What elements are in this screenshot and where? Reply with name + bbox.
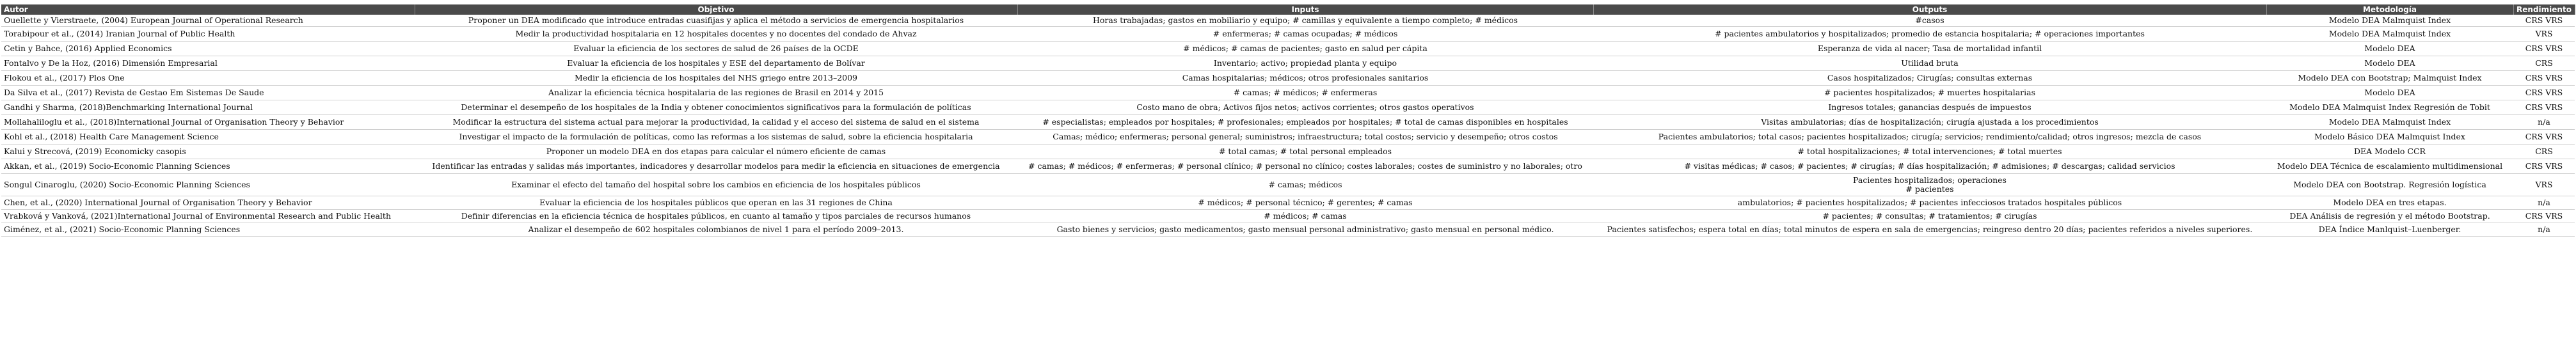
cell-rendimiento: CRS VRS — [2513, 86, 2575, 100]
cell-outputs: Visitas ambulatorias; días de hospitalización; cirugía ajustada a los procedimientos — [1593, 115, 2266, 130]
cell-objetivo: Proponer un modelo DEA en dos etapas para calcular el número eficiente de camas — [415, 145, 1017, 159]
table-row — [1, 223, 2575, 237]
cell-inputs: Horas trabajadas; gastos en mobiliario y equipo; # camillas y equivalente a tiempo completo; # médicos — [1017, 15, 1593, 27]
cell-metodologia: Modelo DEA en tres etapas. — [2266, 196, 2513, 210]
cell-objetivo: Investigar el impacto de la formulación de políticas, como las reformas a los sistemas de salud, sobre la eficiencia hospitalaria — [415, 130, 1017, 145]
cell-metodologia: Modelo DEA Malmquist Index Regresión de Tobit — [2266, 100, 2513, 115]
cell-rendimiento: CRS VRS — [2513, 42, 2575, 56]
cell-outputs: ambulatorios; # pacientes hospitalizados; # pacientes infecciosos tratados hospitales públicos — [1593, 196, 2266, 210]
cell-objetivo: Identificar las entradas y salidas más importantes, indicadores y desarrollar modelos para medir la eficiencia en situaciones de emergencia — [415, 159, 1017, 174]
cell-metodologia: Modelo DEA Malmquist Index — [2266, 15, 2513, 27]
cell-objetivo: Evaluar la eficiencia de los sectores de salud de 26 países de la OCDE — [415, 42, 1017, 56]
cell-outputs: # visitas médicas; # casos; # pacientes; # cirugías; # días hospitalización; # admisiones; # descargas; calidad servicios — [1593, 159, 2266, 174]
cell-autor: Kohl et al., (2018) Health Care Management Science — [1, 130, 415, 145]
cell-autor: Mollahaliloglu et al., (2018)International Journal of Organisation Theory y Behavior — [1, 115, 415, 130]
table-row — [1, 115, 2575, 130]
table-row — [1, 27, 2575, 42]
cell-autor: Fontalvo y De la Hoz, (2016) Dimensión Empresarial — [1, 56, 415, 71]
cell-outputs: # pacientes hospitalizados; # muertes hospitalarias — [1593, 86, 2266, 100]
cell-metodologia: DEA Índice Manlquist–Luenberger. — [2266, 223, 2513, 237]
cell-metodologia: Modelo DEA — [2266, 86, 2513, 100]
table-row — [1, 130, 2575, 145]
cell-rendimiento: CRS VRS — [2513, 210, 2575, 223]
cell-objetivo: Analizar la eficiencia técnica hospitalaria de las regiones de Brasil en 2014 y 2015 — [415, 86, 1017, 100]
table-body — [1, 15, 2575, 237]
cell-outputs: Esperanza de vida al nacer; Tasa de mortalidad infantil — [1593, 42, 2266, 56]
cell-inputs: # camas; médicos — [1017, 174, 1593, 196]
table-row — [1, 210, 2575, 223]
table-row — [1, 145, 2575, 159]
cell-inputs: # médicos; # personal técnico; # gerentes; # camas — [1017, 196, 1593, 210]
table-row — [1, 56, 2575, 71]
cell-objetivo: Examinar el efecto del tamaño del hospital sobre los cambios en eficiencia de los hospitales públicos — [415, 174, 1017, 196]
cell-rendimiento: CRS VRS — [2513, 15, 2575, 27]
cell-metodologia: Modelo DEA Malmquist Index — [2266, 27, 2513, 42]
table-header — [1, 4, 2575, 15]
table-row — [1, 71, 2575, 86]
literature-review-table — [1, 4, 2575, 237]
cell-outputs: Pacientes ambulatorios; total casos; pacientes hospitalizados; cirugía; servicios; rendimiento/calidad; otros ingresos; mezcla de casos — [1593, 130, 2266, 145]
cell-metodologia: DEA Modelo CCR — [2266, 145, 2513, 159]
cell-objetivo: Medir la productividad hospitalaria en 12 hospitales docentes y no docentes del condado de Ahvaz — [415, 27, 1017, 42]
cell-inputs: Gasto bienes y servicios; gasto medicamentos; gasto mensual personal administrativo; gasto mensual en personal médico. — [1017, 223, 1593, 237]
cell-autor: Torabipour et al., (2014) Iranian Journal of Public Health — [1, 27, 415, 42]
cell-inputs: Costo mano de obra; Activos fijos netos; activos corrientes; otros gastos operativos — [1017, 100, 1593, 115]
cell-outputs: # total hospitalizaciones; # total intervenciones; # total muertes — [1593, 145, 2266, 159]
cell-inputs: # médicos; # camas — [1017, 210, 1593, 223]
header-objetivo: Objetivo — [415, 4, 1017, 15]
table-row — [1, 86, 2575, 100]
cell-objetivo: Proponer un DEA modificado que introduce entradas cuasifijas y aplica el método a servicios de emergencia hospitalarios — [415, 15, 1017, 27]
cell-rendimiento: CRS — [2513, 56, 2575, 71]
cell-metodologia: Modelo DEA — [2266, 56, 2513, 71]
header-rendimiento: Rendimiento — [2513, 4, 2575, 15]
cell-inputs: # camas; # médicos; # enfermeras — [1017, 86, 1593, 100]
cell-objetivo: Determinar el desempeño de los hospitales de la India y obtener conocimientos significativos para la formulación de políticas — [415, 100, 1017, 115]
cell-autor: Ouellette y Vierstraete, (2004) European Journal of Operational Research — [1, 15, 415, 27]
cell-inputs: # enfermeras; # camas ocupadas; # médicos — [1017, 27, 1593, 42]
cell-inputs: Camas; médico; enfermeras; personal general; suministros; infraestructura; total costos; servicio y desempeño; otros costos — [1017, 130, 1593, 145]
table-row — [1, 100, 2575, 115]
cell-metodologia: DEA Análisis de regresión y el método Bootstrap. — [2266, 210, 2513, 223]
cell-metodologia: Modelo DEA con Bootstrap; Malmquist Index — [2266, 71, 2513, 86]
cell-objetivo: Evaluar la eficiencia de los hospitales públicos que operan en las 31 regiones de China — [415, 196, 1017, 210]
cell-autor: Da Silva et al., (2017) Revista de Gestao Em Sistemas De Saude — [1, 86, 415, 100]
cell-objetivo: Analizar el desempeño de 602 hospitales colombianos de nivel 1 para el período 2009–2013. — [415, 223, 1017, 237]
cell-metodologia: Modelo Básico DEA Malmquist Index — [2266, 130, 2513, 145]
cell-outputs: Utilidad bruta — [1593, 56, 2266, 71]
cell-autor: Cetin y Bahce, (2016) Applied Economics — [1, 42, 415, 56]
cell-inputs: # total camas; # total personal empleados — [1017, 145, 1593, 159]
cell-metodologia: Modelo DEA Técnica de escalamiento multidimensional — [2266, 159, 2513, 174]
cell-metodologia: Modelo DEA Malmquist Index — [2266, 115, 2513, 130]
cell-rendimiento: n/a — [2513, 115, 2575, 130]
cell-rendimiento: CRS — [2513, 145, 2575, 159]
cell-autor: Gandhi y Sharma, (2018)Benchmarking International Journal — [1, 100, 415, 115]
cell-autor: Chen, et al., (2020) International Journal of Organisation Theory y Behavior — [1, 196, 415, 210]
cell-objetivo: Modificar la estructura del sistema actual para mejorar la productividad, la calidad y el acceso del sistema de salud en el sistema — [415, 115, 1017, 130]
cell-inputs: # camas; # médicos; # enfermeras; # personal clínico; # personal no clínico; costes laborales; costes de suministro y no laborales; otro — [1017, 159, 1593, 174]
header-autor: Autor — [1, 4, 415, 15]
cell-rendimiento: n/a — [2513, 196, 2575, 210]
cell-outputs: # pacientes ambulatorios y hospitalizados; promedio de estancia hospitalaria; # operaciones importantes — [1593, 27, 2266, 42]
cell-outputs: Pacientes satisfechos; espera total en días; total minutos de espera en sala de emergencias; reingreso dentro 20 días; pacientes referidos a niveles superiores. — [1593, 223, 2266, 237]
header-outputs: Outputs — [1593, 4, 2266, 15]
cell-autor: Akkan, et al., (2019) Socio-Economic Planning Sciences — [1, 159, 415, 174]
cell-rendimiento: CRS VRS — [2513, 100, 2575, 115]
cell-autor: Kalui y Strecová, (2019) Economicky casopis — [1, 145, 415, 159]
cell-outputs: # pacientes; # consultas; # tratamientos; # cirugías — [1593, 210, 2266, 223]
cell-rendimiento: n/a — [2513, 223, 2575, 237]
cell-objetivo: Evaluar la eficiencia de los hospitales y ESE del departamento de Bolívar — [415, 56, 1017, 71]
cell-metodologia: Modelo DEA — [2266, 42, 2513, 56]
cell-outputs: Ingresos totales; ganancias después de impuestos — [1593, 100, 2266, 115]
cell-rendimiento: VRS — [2513, 27, 2575, 42]
table-row — [1, 15, 2575, 27]
cell-rendimiento: CRS VRS — [2513, 159, 2575, 174]
table-row — [1, 42, 2575, 56]
cell-autor: Vrabková y Vanková, (2021)International Journal of Environmental Research and Public Health — [1, 210, 415, 223]
table-row — [1, 196, 2575, 210]
cell-outputs: Casos hospitalizados; Cirugías; consultas externas — [1593, 71, 2266, 86]
cell-rendimiento: CRS VRS — [2513, 71, 2575, 86]
cell-inputs: Inventario; activo; propiedad planta y equipo — [1017, 56, 1593, 71]
cell-rendimiento: CRS VRS — [2513, 130, 2575, 145]
table-row — [1, 174, 2575, 196]
cell-objetivo: Definir diferencias en la eficiencia técnica de hospitales públicos, en cuanto al tamaño y tipos parciales de recursos humanos — [415, 210, 1017, 223]
header-metodologia: Metodología — [2266, 4, 2513, 15]
cell-autor: Giménez, et al., (2021) Socio-Economic Planning Sciences — [1, 223, 415, 237]
cell-autor: Flokou et al., (2017) Plos One — [1, 71, 415, 86]
cell-objetivo: Medir la eficiencia de los hospitales del NHS griego entre 2013–2009 — [415, 71, 1017, 86]
header-row — [1, 4, 2575, 15]
cell-metodologia: Modelo DEA con Bootstrap. Regresión logística — [2266, 174, 2513, 196]
table-row — [1, 159, 2575, 174]
cell-rendimiento: VRS — [2513, 174, 2575, 196]
cell-inputs: # especialistas; empleados por hospitales; # profesionales; empleados por hospitales; # total de camas disponibles en hospitales — [1017, 115, 1593, 130]
cell-outputs: Pacientes hospitalizados; operaciones # pacientes — [1593, 174, 2266, 196]
cell-autor: Songul Cinaroglu, (2020) Socio-Economic Planning Sciences — [1, 174, 415, 196]
cell-outputs: #casos — [1593, 15, 2266, 27]
cell-inputs: Camas hospitalarias; médicos; otros profesionales sanitarios — [1017, 71, 1593, 86]
header-inputs: Inputs — [1017, 4, 1593, 15]
cell-inputs: # médicos; # camas de pacientes; gasto en salud per cápita — [1017, 42, 1593, 56]
